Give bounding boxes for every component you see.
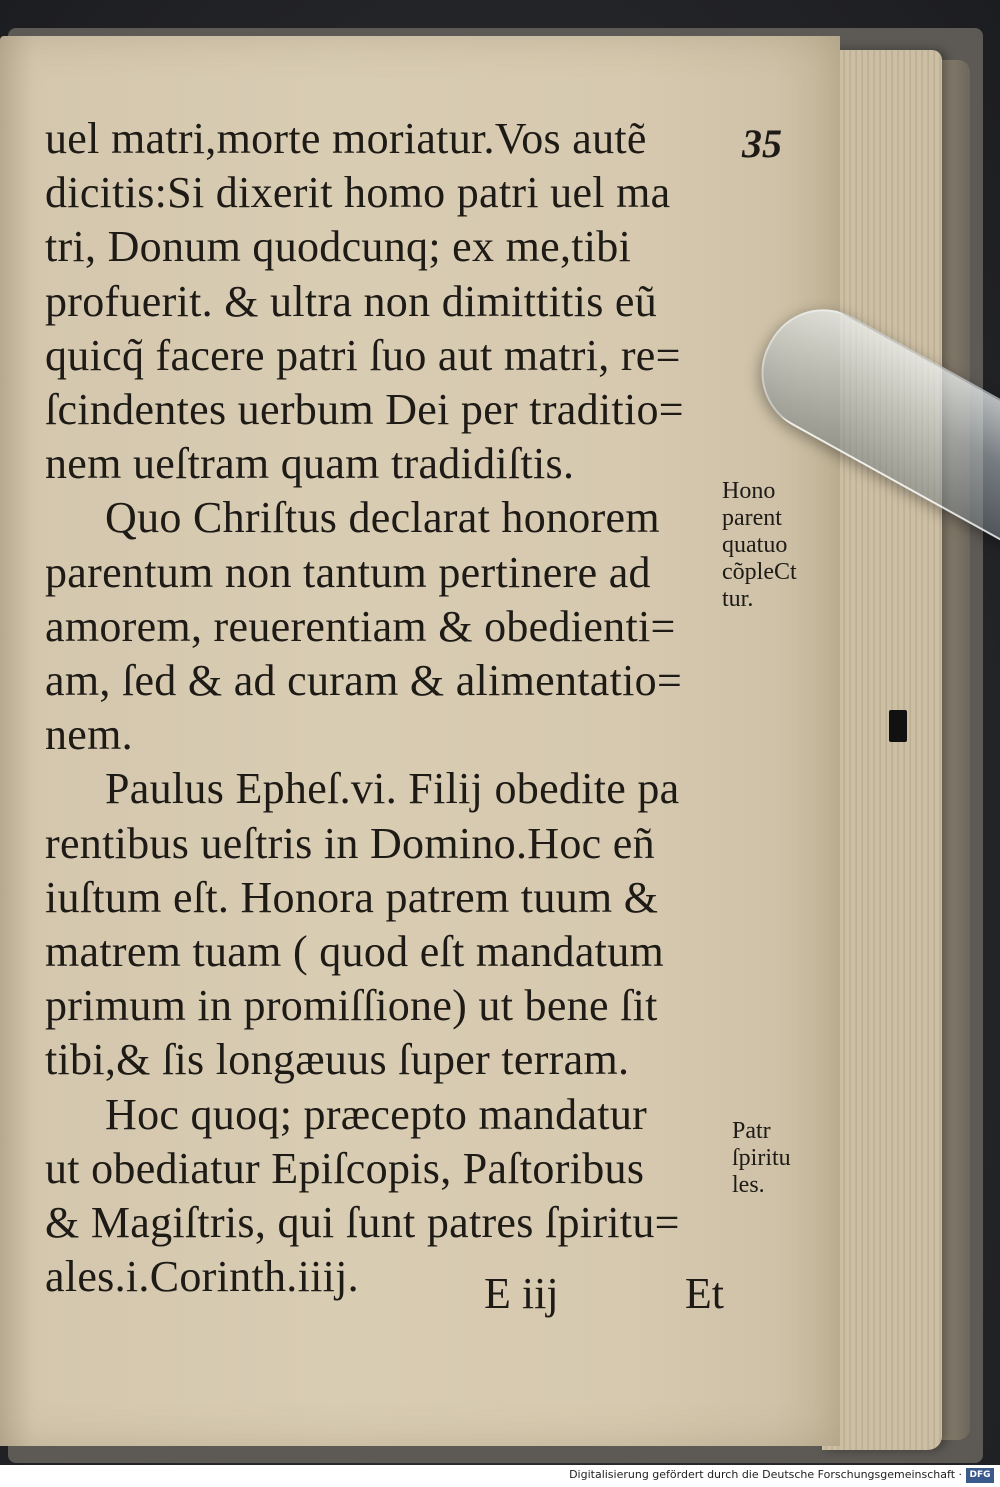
page-number: 35 [742, 121, 782, 166]
text-line: primum in promiſſione) ut bene ſit [45, 981, 658, 1031]
text-line: ut obediatur Epiſcopis, Paſtoribus [45, 1143, 645, 1193]
marginal-note-line: Patr [732, 1118, 771, 1144]
text-line: quicq̃ facere patri ſuo aut matri, re= [45, 330, 681, 380]
text-line: parentum non tantum pertinere ad [45, 547, 651, 597]
book-fore-edge [822, 50, 942, 1450]
marginal-note-line: les. [732, 1172, 765, 1198]
page-tab-marker [889, 710, 907, 742]
text-line: uel matri,morte moriatur.Vos autẽ [45, 114, 647, 163]
text-line: am, ſed & ad curam & alimentatio= [45, 656, 683, 706]
text-line: Hoc quoq; præcepto mandatur [105, 1089, 648, 1139]
marginal-note-line: quatuo [722, 532, 788, 558]
marginal-note [732, 1118, 832, 1199]
text-line: ales.i.Corinth.iiij. [45, 1252, 359, 1302]
text-line: Paulus Epheſ.vi. Filij obedite pa [105, 764, 680, 814]
marginal-note-line: ſpiritu [732, 1145, 791, 1171]
text-line: amorem, reuerentiam & obedienti= [45, 601, 676, 651]
text-line: profuerit. & ultra non dimittitis eũ [45, 276, 658, 326]
text-line: tri, Donum quodcunq; ex me,tibi [45, 222, 632, 272]
text-line: nem. [45, 710, 133, 760]
digitization-credit: Digitalisierung gefördert durch die Deutsche Forschungsgemeinschaft · [569, 1468, 962, 1481]
marginal-note [722, 478, 822, 613]
catchword: Et [684, 1269, 724, 1318]
text-line: ſcindentes uerbum Dei per traditio= [45, 385, 684, 435]
marginal-note-line: cõpleCt [722, 559, 797, 585]
text-line: rentibus ueſtris in Domino.Hoc eñ [45, 818, 655, 868]
book-fore-edge-shadow [940, 60, 970, 1440]
text-line: matrem tuam ( quod eſt mandatum [45, 927, 665, 977]
text-line: dicitis:Si dixerit homo patri uel ma [45, 168, 671, 218]
text-line: Quo Chriſtus declarat honorem [105, 493, 660, 543]
footer-bar [0, 1465, 1000, 1487]
signature-line [484, 1268, 724, 1319]
text-line: nem ueſtram quam tradidiſtis. [45, 439, 575, 489]
text-line: & Magiſtris, qui ſunt patres ſpiritu= [45, 1198, 680, 1248]
text-line: iuſtum eſt. Honora patrem tuum & [45, 872, 659, 922]
signature-mark: E iij [484, 1269, 559, 1318]
dfg-logo: DFG [966, 1468, 994, 1483]
marginal-note-line: parent [722, 505, 782, 531]
text-line: tibi,& ſis longæuus ſuper terram. [45, 1035, 630, 1085]
marginal-note-line: Hono [722, 478, 776, 504]
marginal-note-line: tur. [722, 586, 754, 612]
body-text [45, 112, 735, 1304]
